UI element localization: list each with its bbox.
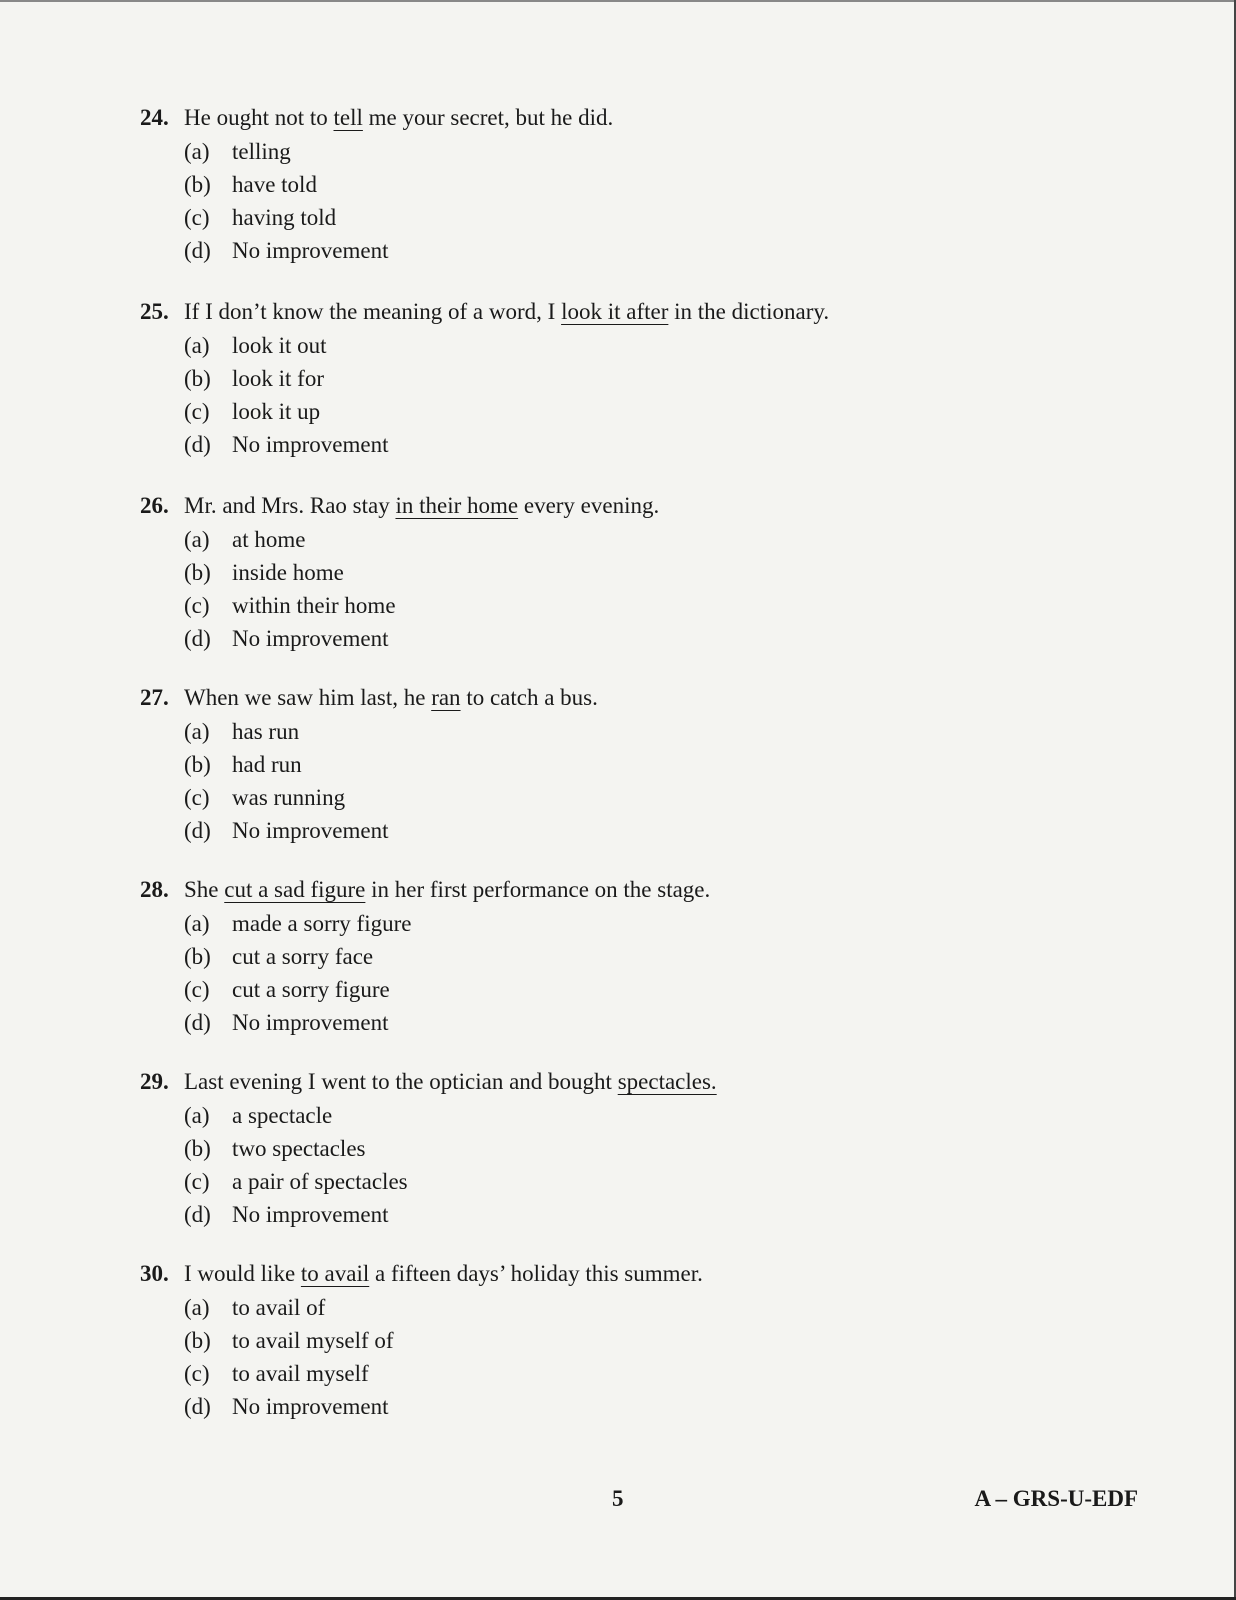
stem-underlined: look it after xyxy=(561,299,669,324)
page-number: 5 xyxy=(612,1486,624,1511)
option-label: (b) xyxy=(184,944,211,969)
option-label: (d) xyxy=(184,1010,211,1035)
option-text: a spectacle xyxy=(232,1103,333,1128)
option-label: (b) xyxy=(184,752,211,777)
option-label: (a) xyxy=(184,139,210,164)
question-number: 28. xyxy=(140,877,169,902)
stem-before: When we saw him last, he xyxy=(184,685,432,710)
option-text: look it up xyxy=(232,399,321,424)
question-25 xyxy=(140,298,1140,464)
stem-underlined: cut a sad figure xyxy=(224,877,366,902)
scan-edge-top xyxy=(0,0,1236,2)
option-c xyxy=(184,1168,1140,1201)
option-a xyxy=(184,1102,1140,1135)
stem-after: to catch a bus. xyxy=(460,685,598,710)
question-stem xyxy=(140,684,1140,712)
option-c xyxy=(184,1360,1140,1393)
option-c xyxy=(184,784,1140,817)
option-text: No improvement xyxy=(232,1202,389,1227)
question-stem xyxy=(140,298,1140,326)
question-stem xyxy=(140,1068,1140,1096)
options-list xyxy=(184,332,1140,464)
option-text: has run xyxy=(232,719,300,744)
option-text: No improvement xyxy=(232,1010,389,1035)
option-c xyxy=(184,976,1140,1009)
option-text: No improvement xyxy=(232,818,389,843)
option-text: was running xyxy=(232,785,346,810)
option-label: (a) xyxy=(184,527,210,552)
option-label: (d) xyxy=(184,1394,211,1419)
stem-underlined: ran xyxy=(431,685,461,710)
option-label: (c) xyxy=(184,1361,210,1386)
option-text: have told xyxy=(232,172,317,197)
option-b xyxy=(184,1135,1140,1168)
option-b xyxy=(184,171,1140,204)
question-number: 29. xyxy=(140,1069,169,1094)
stem-before: Mr. and Mrs. Rao stay xyxy=(184,493,396,518)
option-label: (a) xyxy=(184,911,210,936)
option-text: cut a sorry face xyxy=(232,944,374,969)
option-label: (c) xyxy=(184,399,210,424)
stem-after: me your secret, but he did. xyxy=(362,105,614,130)
option-label: (d) xyxy=(184,818,211,843)
booklet-code: A – GRS-U-EDF xyxy=(974,1486,1138,1511)
option-a xyxy=(184,1294,1140,1327)
option-label: (a) xyxy=(184,333,210,358)
stem-before: She xyxy=(184,877,225,902)
question-30 xyxy=(140,1260,1140,1426)
options-list xyxy=(184,138,1140,270)
option-b xyxy=(184,365,1140,398)
options-list xyxy=(184,718,1140,850)
options-list xyxy=(184,1294,1140,1426)
stem-after: every evening. xyxy=(518,493,660,518)
option-text: to avail myself xyxy=(232,1361,369,1386)
question-number: 27. xyxy=(140,685,169,710)
option-label: (c) xyxy=(184,785,210,810)
stem-before: He ought not to xyxy=(184,105,334,130)
option-text: cut a sorry figure xyxy=(232,977,390,1002)
option-label: (a) xyxy=(184,719,210,744)
question-27 xyxy=(140,684,1140,850)
option-label: (b) xyxy=(184,1136,211,1161)
option-text: two spectacles xyxy=(232,1136,366,1161)
option-c xyxy=(184,204,1140,237)
question-number: 26. xyxy=(140,493,169,518)
option-b xyxy=(184,751,1140,784)
option-text: No improvement xyxy=(232,1394,389,1419)
stem-underlined: spectacles. xyxy=(617,1069,717,1094)
option-label: (d) xyxy=(184,238,211,263)
option-label: (b) xyxy=(184,1328,211,1353)
question-28 xyxy=(140,876,1140,1042)
option-text: at home xyxy=(232,527,306,552)
option-text: look it out xyxy=(232,333,327,358)
option-text: a pair of spectacles xyxy=(232,1169,408,1194)
question-stem xyxy=(140,876,1140,904)
option-text: No improvement xyxy=(232,626,389,651)
stem-before: If I don’t know the meaning of a word, I xyxy=(184,299,562,324)
option-a xyxy=(184,138,1140,171)
option-text: inside home xyxy=(232,560,344,585)
option-text: to avail of xyxy=(232,1295,326,1320)
question-24 xyxy=(140,104,1140,270)
option-label: (d) xyxy=(184,1202,211,1227)
option-text: had run xyxy=(232,752,302,777)
stem-underlined: tell xyxy=(333,105,363,130)
option-text: to avail myself of xyxy=(232,1328,394,1353)
stem-underlined: to avail xyxy=(300,1261,370,1286)
stem-after: a fifteen days’ holiday this summer. xyxy=(369,1261,703,1286)
stem-before: I would like xyxy=(184,1261,301,1286)
option-text: No improvement xyxy=(232,238,389,263)
option-label: (c) xyxy=(184,1169,210,1194)
option-label: (c) xyxy=(184,205,210,230)
option-label: (a) xyxy=(184,1103,210,1128)
option-text: made a sorry figure xyxy=(232,911,412,936)
options-list xyxy=(184,1102,1140,1234)
option-a xyxy=(184,910,1140,943)
option-label: (c) xyxy=(184,593,210,618)
question-29 xyxy=(140,1068,1140,1234)
option-text: having told xyxy=(232,205,337,230)
option-a xyxy=(184,526,1140,559)
option-d xyxy=(184,1009,1140,1042)
option-a xyxy=(184,332,1140,365)
option-label: (b) xyxy=(184,560,211,585)
stem-underlined: in their home xyxy=(395,493,519,518)
option-text: No improvement xyxy=(232,432,389,457)
option-c xyxy=(184,398,1140,431)
option-d xyxy=(184,1393,1140,1426)
question-stem xyxy=(140,1260,1140,1288)
option-label: (b) xyxy=(184,172,211,197)
stem-after: in her first performance on the stage. xyxy=(365,877,711,902)
option-b xyxy=(184,559,1140,592)
question-stem xyxy=(140,104,1140,132)
option-label: (a) xyxy=(184,1295,210,1320)
option-c xyxy=(184,592,1140,625)
stem-before: Last evening I went to the optician and bought xyxy=(184,1069,618,1094)
options-list xyxy=(184,526,1140,658)
option-label: (b) xyxy=(184,366,211,391)
option-b xyxy=(184,943,1140,976)
option-d xyxy=(184,237,1140,270)
option-label: (d) xyxy=(184,432,211,457)
options-list xyxy=(184,910,1140,1042)
option-d xyxy=(184,625,1140,658)
stem-after: in the dictionary. xyxy=(668,299,830,324)
option-text: look it for xyxy=(232,366,324,391)
option-text: within their home xyxy=(232,593,396,618)
question-number: 25. xyxy=(140,299,169,324)
option-a xyxy=(184,718,1140,751)
option-label: (d) xyxy=(184,626,211,651)
question-number: 24. xyxy=(140,105,169,130)
option-d xyxy=(184,431,1140,464)
question-stem xyxy=(140,492,1140,520)
option-label: (c) xyxy=(184,977,210,1002)
option-d xyxy=(184,817,1140,850)
option-text: telling xyxy=(232,139,291,164)
question-26 xyxy=(140,492,1140,658)
option-b xyxy=(184,1327,1140,1360)
option-d xyxy=(184,1201,1140,1234)
question-number: 30. xyxy=(140,1261,169,1286)
